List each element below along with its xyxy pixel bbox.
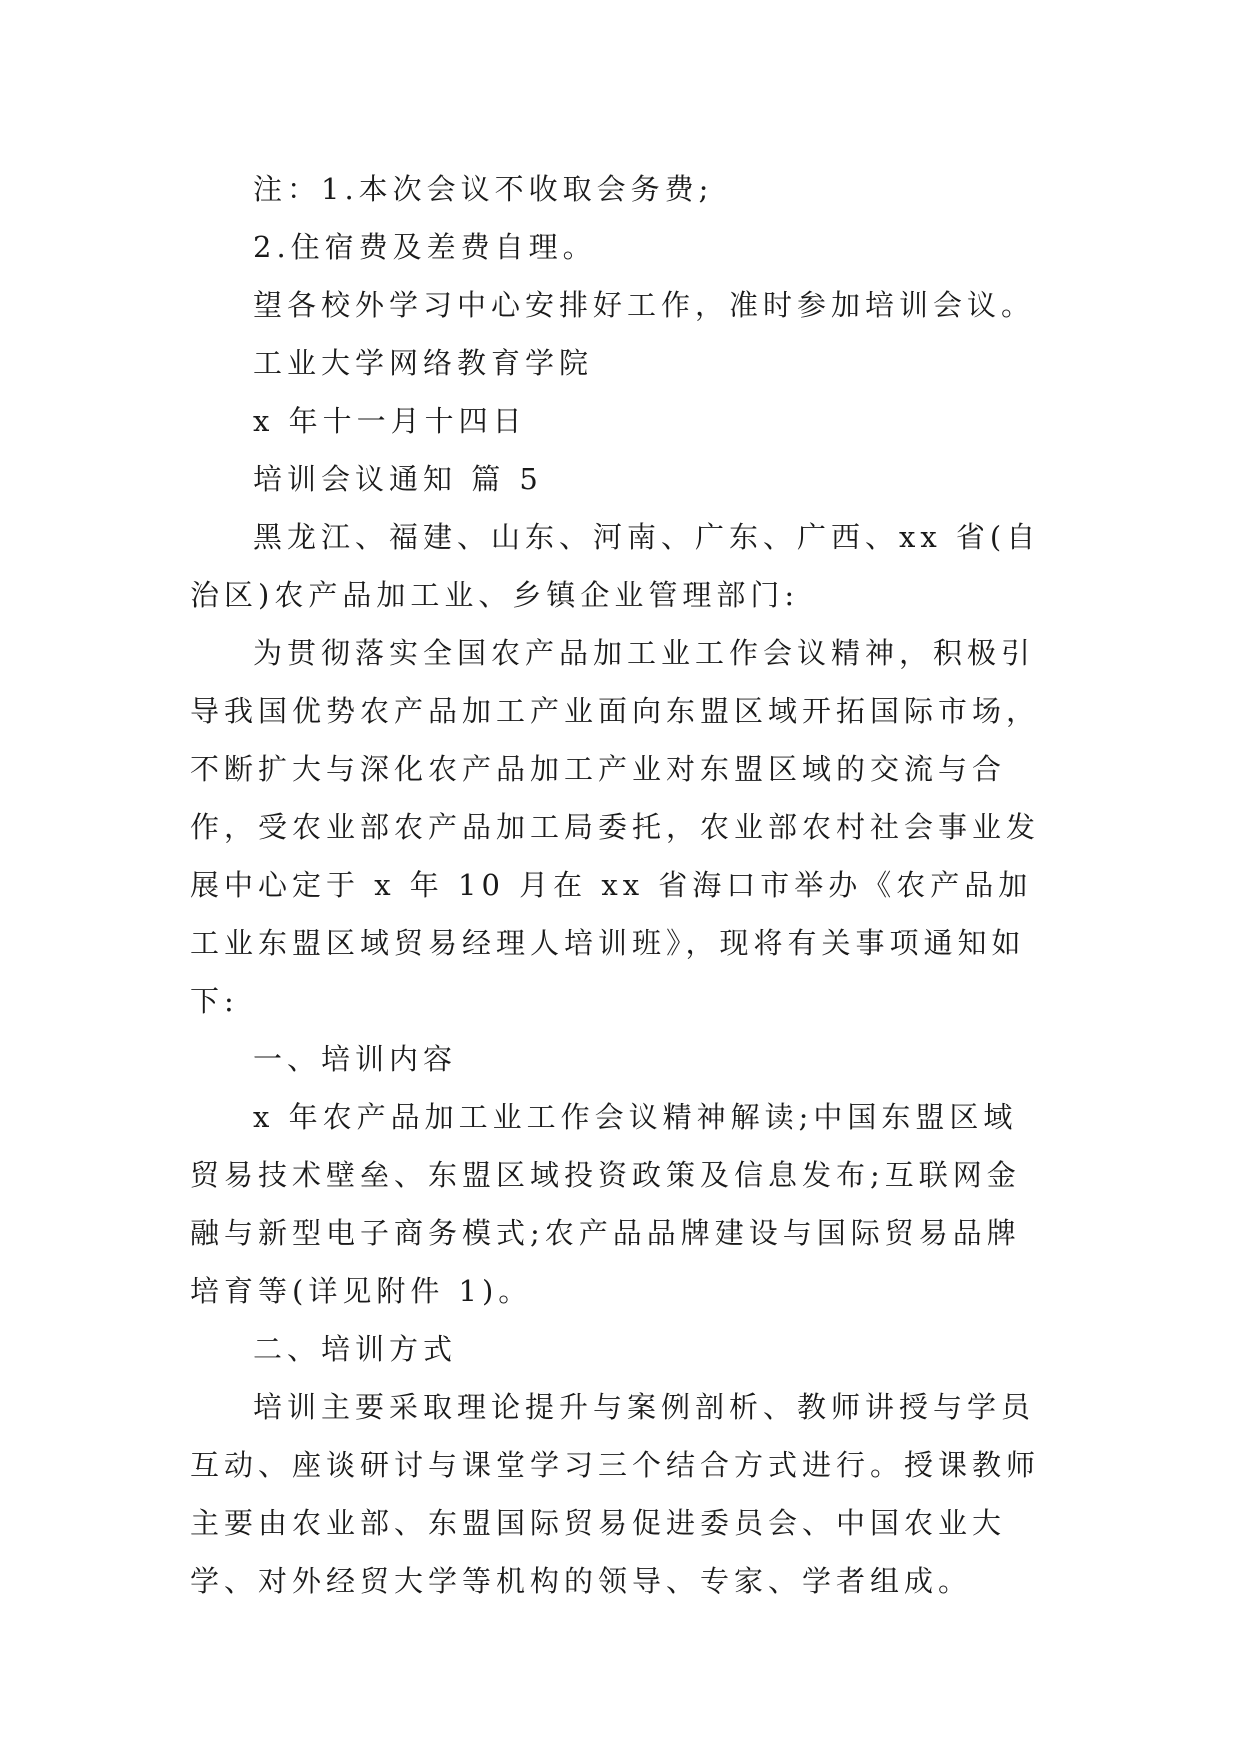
section-2-heading: 二、培训方式	[253, 1332, 458, 1366]
recipients-paragraph: 黑龙江、福建、山东、河南、广东、广西、xx 省(自治区)农产品加工业、乡镇企业管理部门:	[190, 520, 1041, 612]
note-fee-line: 注：1.本次会议不收取会务费;	[253, 172, 714, 206]
signature-date: x 年十一月十四日	[253, 404, 527, 438]
document-page	[190, 160, 1050, 1610]
section-1-heading: 一、培训内容	[253, 1042, 458, 1076]
reminder-line: 望各校外学习中心安排好工作，准时参加培训会议。	[253, 288, 1036, 322]
note-accommodation-line: 2.住宿费及差费自理。	[253, 230, 597, 264]
intro-paragraph: 为贯彻落实全国农产品加工业工作会议精神，积极引导我国优势农产品加工产业面向东盟区域开拓国际市场，不断扩大与深化农产品加工产业对东盟区域的交流与合作，受农业部农产品加工局委托，农业部农村社会事业发展中心定于 x 年 10 月在 xx 省海口市举办《农产品加工业东盟区域贸易经理人培训班》，现将有关事项通知如下:	[190, 636, 1041, 1018]
section-2-body: 培训主要采取理论提升与案例剖析、教师讲授与学员互动、座谈研讨与课堂学习三个结合方式进行。授课教师主要由农业部、东盟国际贸易促进委员会、中国农业大学、对外经贸大学等机构的领导、专家、学者组成。	[190, 1390, 1041, 1598]
section-1-body: x 年农产品加工业工作会议精神解读;中国东盟区域贸易技术壁垒、东盟区域投资政策及信息发布;互联网金融与新型电子商务模式;农产品品牌建设与国际贸易品牌培育等(详见附件 1)。	[190, 1100, 1021, 1308]
signature-organization: 工业大学网络教育学院	[253, 346, 594, 380]
article-title: 培训会议通知 篇 5	[253, 462, 543, 496]
